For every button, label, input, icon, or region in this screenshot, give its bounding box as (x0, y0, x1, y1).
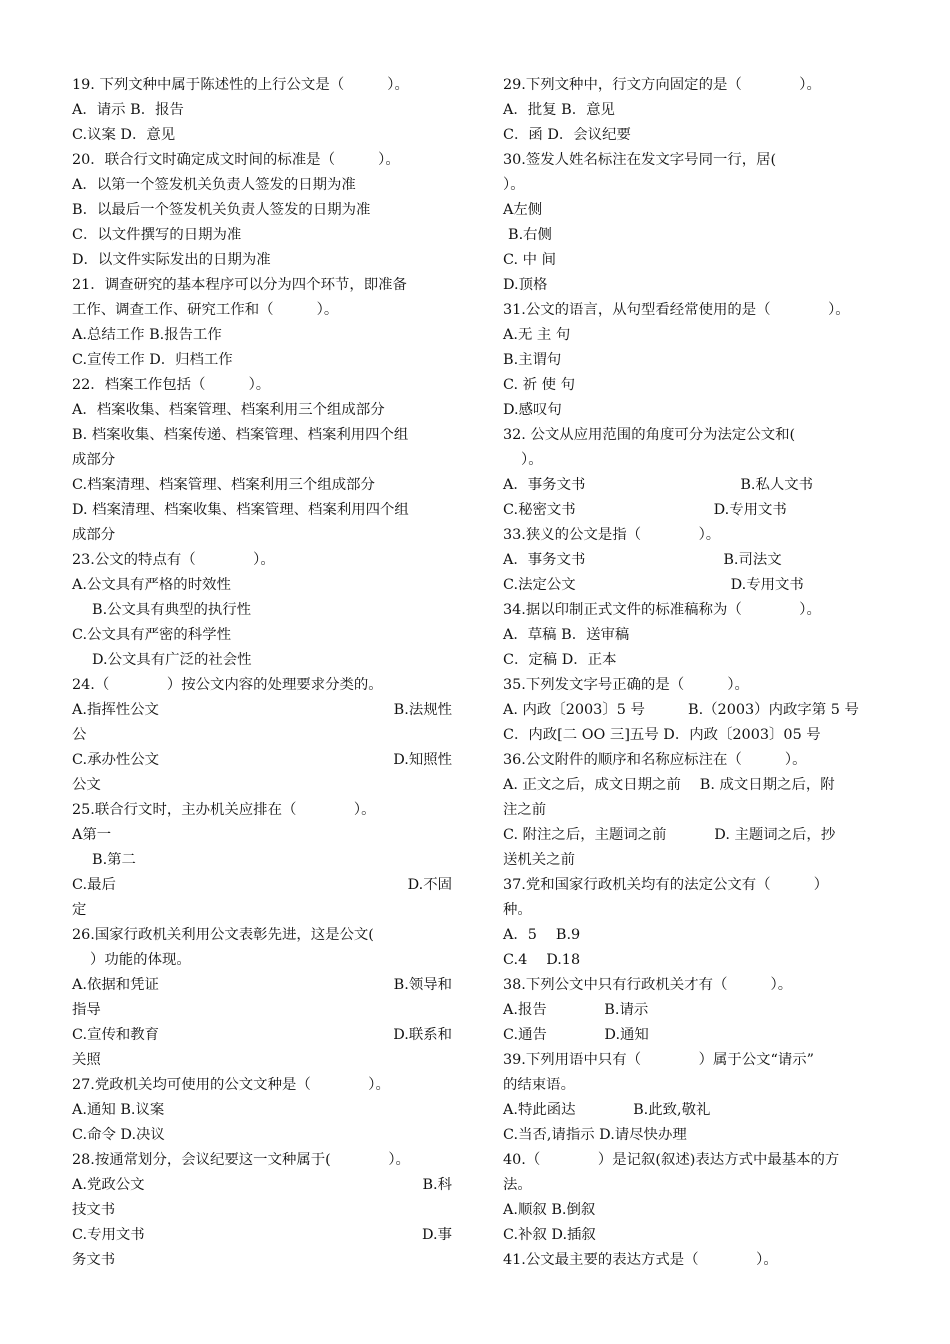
line-text: 务文书 (72, 1252, 116, 1268)
text-line (503, 1023, 887, 1048)
option-right: D.专用文书 (713, 502, 787, 518)
line-text: ）功能的体现。 (90, 952, 191, 968)
line-text: 39.下列用语中只有（ ）属于公文“请示” (503, 1052, 815, 1068)
line-text: C. 祈 使 句 (503, 377, 575, 393)
option-left: A.党政公文 (72, 1177, 145, 1193)
text-line (503, 173, 887, 198)
text-line (72, 923, 452, 948)
line-text: 24.（ ）按公文内容的处理要求分类的。 (72, 677, 383, 693)
line-text: 公 (72, 727, 87, 743)
line-text: 注之前 (503, 802, 547, 818)
text-line (503, 548, 887, 573)
text-line (72, 373, 452, 398)
option-right: D.联系和 (393, 1027, 452, 1043)
line-text: B.右侧 (508, 227, 552, 243)
text-line (72, 98, 452, 123)
text-line (503, 748, 887, 773)
text-line (503, 248, 887, 273)
text-line (503, 1098, 887, 1123)
right-column (503, 73, 887, 1273)
text-line (72, 198, 452, 223)
line-text: 25.联合行文时，主办机关应排在（ ）。 (72, 802, 376, 818)
option-right: B.私人文书 (740, 477, 814, 493)
option-right: B.司法文 (723, 552, 782, 568)
line-text: 31.公文的语言，从句型看经常使用的是（ ）。 (503, 302, 850, 318)
line-text: C．以文件撰写的日期为准 (72, 227, 242, 243)
text-line (72, 623, 452, 648)
line-text: A.报告 B.请示 (503, 1002, 649, 1018)
line-text: C.通告 D.通知 (503, 1027, 649, 1043)
text-line (503, 973, 887, 998)
text-line (72, 323, 452, 348)
text-line (72, 448, 452, 473)
line-text: A．批复 B．意见 (503, 102, 615, 118)
line-text: 工作、调查工作、研究工作和（ ）。 (72, 302, 339, 318)
option-right: D.专用文书 (730, 577, 804, 593)
line-text: ）。 (521, 452, 543, 468)
line-text: 23.公文的特点有（ ）。 (72, 552, 275, 568)
line-text: 指导 (72, 1002, 101, 1018)
text-line (72, 123, 452, 148)
option-left: C.法定公文 (503, 577, 576, 593)
text-line (503, 948, 887, 973)
line-text: 32. 公文从应用范围的角度可分为法定公文和( (503, 427, 796, 443)
line-text: 22．档案工作包括（ ）。 (72, 377, 271, 393)
text-line (72, 973, 452, 998)
line-text: A左侧 (503, 202, 543, 218)
option-left: C.承办性公文 (72, 752, 160, 768)
line-text: 26.国家行政机关利用公文表彰先进，这是公文( (72, 927, 374, 943)
line-text: A.通知 B.议案 (72, 1102, 165, 1118)
line-text: C.当否,请指示 D.请尽快办理 (503, 1127, 687, 1143)
text-line (503, 723, 887, 748)
line-text: A. 内政〔2003〕5 号 B.（2003）内政字第 5 号 (503, 702, 859, 718)
text-line (503, 1248, 887, 1273)
line-text: 20．联合行文时确定成文时间的标准是（ ）。 (72, 152, 400, 168)
line-text: B.公文具有典型的执行性 (92, 602, 252, 618)
option-right: B.法规性 (393, 702, 452, 718)
line-text: A.总结工作 B.报告工作 (72, 327, 222, 343)
line-text: 技文书 (72, 1202, 116, 1218)
line-text: 41.公文最主要的表达方式是（ ）。 (503, 1252, 778, 1268)
text-line (503, 123, 887, 148)
text-line (503, 1173, 887, 1198)
option-right: D.知照性 (393, 752, 452, 768)
line-text: 30.签发人姓名标注在发文字号同一行，居( (503, 152, 777, 168)
text-line (503, 348, 887, 373)
option-right: B.领导和 (393, 977, 452, 993)
text-line (72, 1098, 452, 1123)
text-line (72, 1198, 452, 1223)
text-line (72, 398, 452, 423)
text-line (72, 823, 452, 848)
option-left: A．事务文书 (503, 552, 586, 568)
text-line (72, 1073, 452, 1098)
line-text: A．草稿 B．送审稿 (503, 627, 630, 643)
text-line (503, 998, 887, 1023)
text-line (72, 348, 452, 373)
line-text: A．以第一个签发机关负责人签发的日期为准 (72, 177, 356, 193)
left-column (72, 73, 452, 1273)
option-right: B.科 (422, 1177, 452, 1193)
text-line (503, 148, 887, 173)
line-text: A.特此函达 B.此致,敬礼 (503, 1102, 711, 1118)
line-text: 34.据以印制正式文件的标准稿称为（ ）。 (503, 602, 821, 618)
text-line (72, 723, 452, 748)
text-line (72, 148, 452, 173)
text-line (503, 1198, 887, 1223)
text-line (503, 98, 887, 123)
text-line (72, 1223, 452, 1248)
option-left: C.宣传和教育 (72, 1027, 160, 1043)
text-line (503, 773, 887, 798)
text-line (72, 773, 452, 798)
text-line (72, 648, 452, 673)
line-text: D.公文具有广泛的社会性 (92, 652, 252, 668)
text-line (72, 998, 452, 1023)
line-text: 成部分 (72, 527, 116, 543)
line-text: C.命令 D.决议 (72, 1127, 165, 1143)
text-line (72, 698, 452, 723)
line-text: 种。 (503, 902, 532, 918)
text-line (503, 198, 887, 223)
text-line (72, 673, 452, 698)
text-line (503, 698, 887, 723)
line-text: 成部分 (72, 452, 116, 468)
line-text: C. 附注之后，主题词之前 D. 主题词之后，抄 (503, 827, 836, 843)
text-line (72, 248, 452, 273)
line-text: D. 档案清理、档案收集、档案管理、档案利用四个组 (72, 502, 409, 518)
line-text: C.档案清理、档案管理、档案利用三个组成部分 (72, 477, 375, 493)
line-text: 送机关之前 (503, 852, 575, 868)
line-text: A. 正文之后，成文日期之前 B. 成文日期之后，附 (503, 777, 835, 793)
line-text: 的结束语。 (503, 1077, 575, 1093)
text-line (72, 948, 452, 973)
option-left: A.指挥性公文 (72, 702, 159, 718)
text-line (503, 1223, 887, 1248)
text-line (503, 823, 887, 848)
line-text: 33.狭义的公文是指（ ）。 (503, 527, 721, 543)
line-text: D.顶格 (503, 277, 548, 293)
text-line (503, 223, 887, 248)
line-text: D.感叹句 (503, 402, 562, 418)
text-line (72, 473, 452, 498)
line-text: B.第二 (92, 852, 136, 868)
text-line (503, 923, 887, 948)
line-text: 公文 (72, 777, 101, 793)
line-text: B.主谓句 (503, 352, 562, 368)
line-text: 37.党和国家行政机关均有的法定公文有（ ） (503, 877, 829, 893)
line-text: 38.下列公文中只有行政机关才有（ ）。 (503, 977, 793, 993)
text-line (503, 848, 887, 873)
text-line (72, 598, 452, 623)
line-text: C.宣传工作 D．归档工作 (72, 352, 233, 368)
line-text: 19. 下列文种中属于陈述性的上行公文是（ ）。 (72, 77, 409, 93)
line-text: D．以文件实际发出的日期为准 (72, 252, 271, 268)
line-text: ）。 (503, 177, 525, 193)
text-line (72, 748, 452, 773)
text-line (503, 648, 887, 673)
line-text: A．请示 B．报告 (72, 102, 184, 118)
line-text: 21．调查研究的基本程序可以分为四个环节，即准备 (72, 277, 407, 293)
text-line (503, 523, 887, 548)
text-line (503, 298, 887, 323)
text-line (503, 573, 887, 598)
text-line (503, 423, 887, 448)
text-line (72, 273, 452, 298)
line-text: 定 (72, 902, 87, 918)
line-text: C. 中 间 (503, 252, 557, 268)
line-text: 35.下列发文字号正确的是（ ）。 (503, 677, 749, 693)
text-line (72, 548, 452, 573)
text-line (503, 373, 887, 398)
option-left: A．事务文书 (503, 477, 586, 493)
text-line (503, 1073, 887, 1098)
line-text: 28.按通常划分，会议纪要这一文种属于( ）。 (72, 1152, 410, 1168)
line-text: A第一 (72, 827, 112, 843)
text-line (503, 273, 887, 298)
line-text: C．函 D．会议纪要 (503, 127, 631, 143)
option-right: D.不固 (407, 877, 452, 893)
text-line (503, 598, 887, 623)
text-line (503, 1123, 887, 1148)
line-text: C.补叙 D.插叙 (503, 1227, 596, 1243)
option-left: C.秘密文书 (503, 502, 576, 518)
line-text: A.公文具有严格的时效性 (72, 577, 231, 593)
line-text: B．以最后一个签发机关负责人签发的日期为准 (72, 202, 371, 218)
text-line (72, 523, 452, 548)
text-line (503, 1048, 887, 1073)
line-text: 法。 (503, 1177, 532, 1193)
line-text: 36.公文附件的顺序和名称应标注在（ ）。 (503, 752, 807, 768)
line-text: A．5 B.9 (503, 927, 581, 943)
text-line (503, 498, 887, 523)
text-line (503, 673, 887, 698)
text-line (503, 873, 887, 898)
option-left: C.最后 (72, 877, 116, 893)
text-line (72, 798, 452, 823)
line-text: C.公文具有严密的科学性 (72, 627, 231, 643)
text-line (72, 573, 452, 598)
text-line (72, 298, 452, 323)
text-line (72, 1148, 452, 1173)
line-text: C．定稿 D．正本 (503, 652, 617, 668)
text-line (503, 898, 887, 923)
text-line (503, 623, 887, 648)
text-line (503, 73, 887, 98)
text-line (503, 398, 887, 423)
option-right: D.事 (422, 1227, 452, 1243)
text-line (503, 448, 887, 473)
option-left: C.专用文书 (72, 1227, 145, 1243)
text-line (72, 1048, 452, 1073)
text-line (503, 473, 887, 498)
text-line (72, 1123, 452, 1148)
line-text: B. 档案收集、档案传递、档案管理、档案利用四个组 (72, 427, 409, 443)
line-text: 关照 (72, 1052, 101, 1068)
line-text: C.议案 D．意见 (72, 127, 176, 143)
text-line (72, 848, 452, 873)
text-line (503, 323, 887, 348)
line-text: A.无 主 句 (503, 327, 571, 343)
text-line (72, 173, 452, 198)
text-line (72, 498, 452, 523)
line-text: 27.党政机关均可使用的公文文种是（ ）。 (72, 1077, 390, 1093)
text-line (72, 1248, 452, 1273)
line-text: A.顺叙 B.倒叙 (503, 1202, 596, 1218)
text-line (503, 798, 887, 823)
text-line (72, 223, 452, 248)
text-line (72, 1173, 452, 1198)
text-line (72, 1023, 452, 1048)
line-text: 29.下列文种中，行文方向固定的是（ ）。 (503, 77, 821, 93)
line-text: C．内政[二 OO 三]五号 D．内政〔2003〕05 号 (503, 727, 821, 743)
line-text: C.4 D.18 (503, 952, 581, 968)
text-line (72, 423, 452, 448)
text-line (503, 1148, 887, 1173)
text-line (72, 73, 452, 98)
text-line (72, 873, 452, 898)
option-left: A.依据和凭证 (72, 977, 159, 993)
line-text: A．档案收集、档案管理、档案利用三个组成部分 (72, 402, 385, 418)
line-text: 40.（ ）是记叙(叙述)表达方式中最基本的方 (503, 1152, 840, 1168)
text-line (72, 898, 452, 923)
